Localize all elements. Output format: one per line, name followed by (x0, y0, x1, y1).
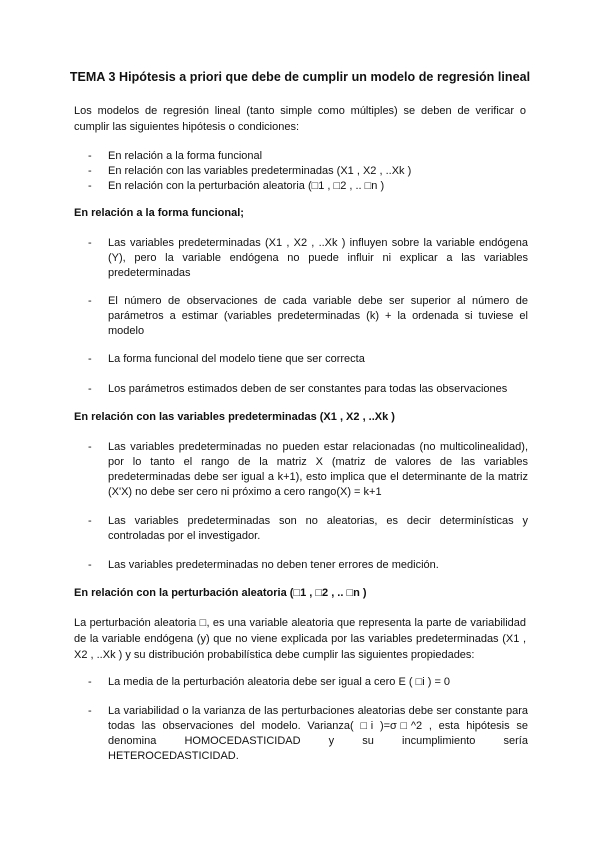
list-dash: - (88, 165, 92, 177)
section3-item-last-line: HETEROCEDASTICIDAD. (108, 750, 239, 762)
section3-paragraph: La perturbación aleatoria □, es una variable aleatoria que representa la parte de variabilidad de la variable endógena (y) que no viene explicada por las variables predeterminadas (X1 , X2 , ..Xk ) y su distribución probabilística debe cumplir las siguientes propiedades: (74, 617, 526, 661)
list-dash: - (88, 180, 92, 192)
summary-item-text: En relación con las variables predeterminadas (X1 , X2 , ..Xk ) (108, 165, 412, 177)
word: HOMOCEDASTICIDAD (184, 735, 301, 747)
list-dash: - (88, 353, 92, 365)
section3-item-text: La variabilidad o la varianza de las perturbaciones aleatorias debe ser constante para todas las observaciones del modelo. Varianza( □i )=σ□^2 , esta hipótesis se (108, 705, 528, 732)
word: incumplimiento (402, 735, 476, 747)
section2-item-text: Las variables predeterminadas no pueden estar relacionadas (no multicolinealidad), por lo tanto el rango de la matriz X (matriz de valores de las variables predeterminadas debe ser igual a k+1), esto implica que el determinante de la matriz (X'X) no debe ser cero ni próximo a cero rango(X) = k+1 (108, 441, 528, 498)
section3-item-text: La media de la perturbación aleatoria debe ser igual a cero E ( □i ) = 0 (108, 676, 451, 688)
section1-item-text: El número de observaciones de cada variable debe ser superior al número de parámetros a estimar (variables predeterminadas (k) + la ordenada si tuviese el modelo (108, 295, 528, 337)
section1-item-text: Las variables predeterminadas (X1 , X2 , ..Xk ) influyen sobre la variable endógena (Y), pero la variable endógena no puede influir ni explicar a las variables predeterminadas (108, 237, 528, 279)
section2-item-text: Las variables predeterminadas no deben tener errores de medición. (108, 559, 439, 571)
section1-item-text: La forma funcional del modelo tiene que ser correcta (108, 353, 365, 365)
word: sería (503, 735, 528, 747)
section1-item-text: Los parámetros estimados deben de ser constantes para todas las observaciones (108, 383, 508, 395)
summary-item-text: En relación con la perturbación aleatoria (□1 , □2 , .. □n ) (108, 180, 385, 192)
section2-item-text: Las variables predeterminadas son no aleatorias, es decir determinísticas y controladas por el investigador. (108, 515, 528, 542)
list-dash: - (88, 441, 92, 453)
list-dash: - (88, 150, 92, 162)
list-dash: - (88, 559, 92, 571)
section-heading-variables-predeterminadas: En relación con las variables predeterminadas (X1 , X2 , ..Xk ) (74, 411, 395, 423)
document-title: TEMA 3 Hipótesis a priori que debe de cumplir un modelo de regresión lineal (69, 70, 531, 84)
section-heading-perturbacion-aleatoria: En relación con la perturbación aleatoria (□1 , □2 , .. □n ) (74, 587, 367, 599)
intro-paragraph: Los modelos de regresión lineal (tanto simple como múltiples) se deben de verificar o cumplir las siguientes hipótesis o condiciones: (74, 105, 526, 133)
list-dash: - (88, 383, 92, 395)
section3-item-2-body (108, 704, 528, 764)
list-dash: - (88, 705, 92, 717)
word: denomina (108, 735, 157, 747)
list-dash: - (88, 295, 92, 307)
word: su (362, 735, 374, 747)
section3-spread-line (108, 734, 528, 749)
list-dash: - (88, 515, 92, 527)
section-heading-forma-funcional: En relación a la forma funcional; (74, 207, 244, 219)
word: y (328, 735, 335, 747)
list-dash: - (88, 676, 92, 688)
summary-item-text: En relación a la forma funcional (108, 150, 263, 162)
list-dash: - (88, 237, 92, 249)
